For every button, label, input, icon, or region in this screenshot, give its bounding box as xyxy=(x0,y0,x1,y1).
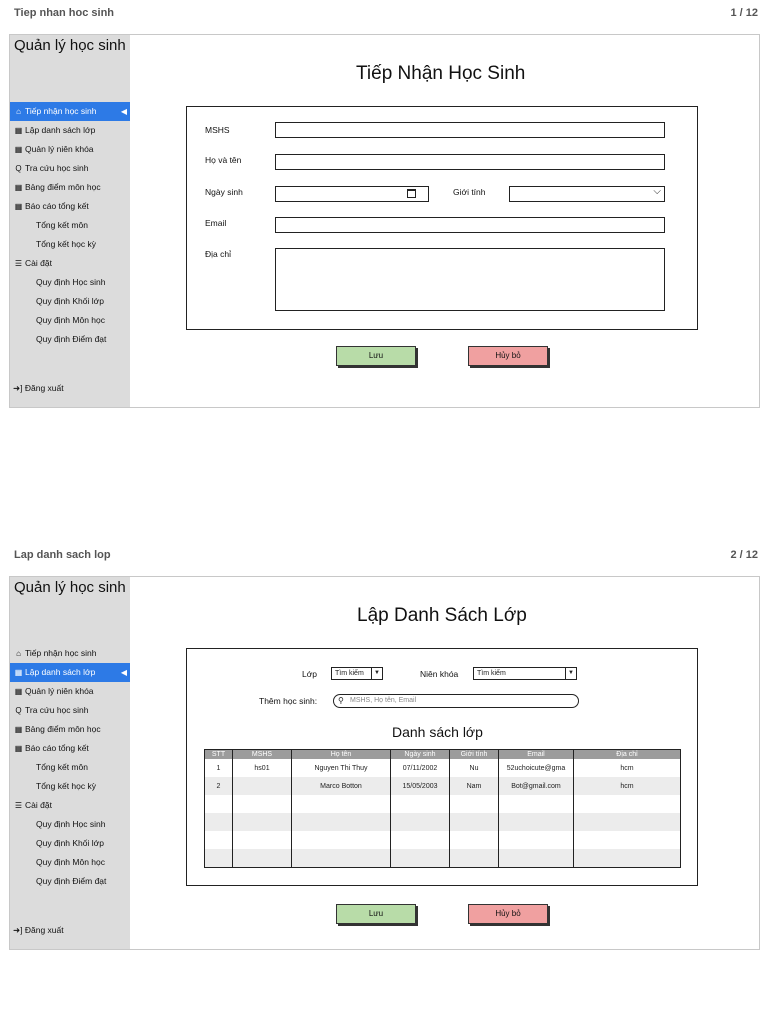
sidebar-item-label: Tra cứu học sinh xyxy=(25,705,89,715)
sidebar-item-label: Quy định Môn học xyxy=(36,315,105,325)
table-cell: Marco Botton xyxy=(292,777,391,795)
sidebar-menu xyxy=(10,644,130,891)
sidebar-item-label: Lập danh sách lớp xyxy=(25,667,96,677)
sidebar-item-label: Lập danh sách lớp xyxy=(25,125,96,135)
table-cell xyxy=(292,795,391,813)
table-cell: 2 xyxy=(205,777,233,795)
gender-select[interactable] xyxy=(509,186,665,202)
table-row[interactable] xyxy=(205,813,681,831)
table-cell: hs01 xyxy=(233,759,292,777)
year-select[interactable]: Tìm kiếm ▼ xyxy=(473,667,577,680)
sidebar-item[interactable] xyxy=(10,663,130,682)
calendar-icon[interactable] xyxy=(407,189,416,198)
graduation-cap-icon: ⌂ xyxy=(16,107,21,116)
table-cell xyxy=(499,849,574,868)
table-cell xyxy=(233,849,292,868)
sidebar-item-label: Báo cáo tổng kết xyxy=(25,743,89,753)
sidebar-item[interactable] xyxy=(10,777,130,796)
table-cell: 07/11/2002 xyxy=(391,759,450,777)
sliders-icon: ☰ xyxy=(14,259,23,268)
name-field[interactable] xyxy=(275,154,665,170)
app-title: Quản lý học sinh xyxy=(14,579,126,596)
sidebar-item-label: Quản lý niên khóa xyxy=(25,686,94,696)
column-header: STT xyxy=(205,750,233,760)
logout-link[interactable]: ➜] Đăng xuất xyxy=(13,383,64,393)
sidebar-item-label: Tổng kết môn xyxy=(36,762,88,772)
sidebar-item[interactable] xyxy=(10,235,130,254)
table-icon: ▦ xyxy=(14,183,23,192)
sidebar-item[interactable] xyxy=(10,102,130,121)
table-icon: ▦ xyxy=(14,744,23,753)
table-cell xyxy=(205,813,233,831)
column-header: Họ tên xyxy=(292,750,391,760)
table-cell xyxy=(391,795,450,813)
sidebar-item-label: Quản lý niên khóa xyxy=(25,144,94,154)
search-icon: ⚲ xyxy=(338,696,344,705)
table-cell xyxy=(292,849,391,868)
dropdown-arrow-icon: ▼ xyxy=(565,668,576,679)
table-row[interactable] xyxy=(205,777,681,795)
sidebar-item[interactable] xyxy=(10,739,130,758)
logout-link[interactable]: ➜] Đăng xuất xyxy=(13,925,64,935)
sidebar-item-label: Cài đặt xyxy=(25,800,52,810)
table-cell xyxy=(574,849,681,868)
class-table xyxy=(204,749,681,868)
sidebar-item[interactable] xyxy=(10,330,130,349)
sidebar-item-label: Bảng điểm môn học xyxy=(25,182,101,192)
sidebar-item-label: Quy định Khối lớp xyxy=(36,296,104,306)
table-cell xyxy=(450,813,499,831)
address-field[interactable] xyxy=(275,248,665,311)
search-icon: Q xyxy=(15,164,22,173)
sidebar-item-label: Tổng kết học kỳ xyxy=(36,239,97,249)
table-cell: Bot@gmail.com xyxy=(499,777,574,795)
sidebar xyxy=(10,35,130,407)
logout-icon: ➜] xyxy=(13,383,23,393)
table-cell xyxy=(499,813,574,831)
address-label: Địa chỉ xyxy=(205,249,231,259)
sidebar-item-label: Tổng kết môn xyxy=(36,220,88,230)
year-label: Niên khóa xyxy=(420,669,459,679)
logout-icon: ➜] xyxy=(13,925,23,935)
sidebar-item[interactable] xyxy=(10,254,130,273)
table-icon: ▦ xyxy=(14,687,23,696)
table-cell xyxy=(205,849,233,868)
table-cell xyxy=(574,795,681,813)
table-cell: hcm xyxy=(574,777,681,795)
class-list-panel xyxy=(186,648,698,886)
sidebar-item[interactable] xyxy=(10,872,130,891)
table-cell: Nam xyxy=(450,777,499,795)
sidebar-item[interactable] xyxy=(10,701,130,720)
class-label: Lớp xyxy=(302,669,318,679)
sidebar-item[interactable] xyxy=(10,644,130,663)
page-label: Tiep nhan hoc sinh xyxy=(14,7,115,19)
dob-label: Ngày sinh xyxy=(205,187,243,197)
table-cell xyxy=(205,795,233,813)
list-title: Danh sách lớp xyxy=(392,724,483,740)
app-title: Quản lý học sinh xyxy=(14,37,126,54)
student-form xyxy=(186,106,698,330)
table-icon: ▦ xyxy=(14,126,23,135)
sidebar-item[interactable] xyxy=(10,216,130,235)
table-cell xyxy=(574,813,681,831)
sidebar-item[interactable] xyxy=(10,720,130,739)
table-cell: Nguyen Thi Thuy xyxy=(292,759,391,777)
sidebar-item-label: Bảng điểm môn học xyxy=(25,724,101,734)
active-indicator-icon: ◀ xyxy=(120,668,127,677)
table-cell xyxy=(233,777,292,795)
sidebar-item[interactable] xyxy=(10,853,130,872)
gender-label: Giới tính xyxy=(453,187,486,197)
table-icon: ▦ xyxy=(14,725,23,734)
sidebar-item-label: Báo cáo tổng kết xyxy=(25,201,89,211)
page-number: 1 / 12 xyxy=(730,7,758,19)
chevron-down-icon: ⌵ xyxy=(653,186,661,197)
sidebar-item[interactable] xyxy=(10,311,130,330)
page-title: Tiếp Nhận Học Sinh xyxy=(356,63,526,84)
sidebar-item-label: Cài đặt xyxy=(25,258,52,268)
sliders-icon: ☰ xyxy=(14,801,23,810)
sidebar-item[interactable] xyxy=(10,815,130,834)
sidebar-item-label: Quy định Điểm đạt xyxy=(36,876,107,886)
dropdown-arrow-icon: ▼ xyxy=(371,668,382,679)
page-label: Lap danh sach lop xyxy=(14,549,111,561)
active-indicator-icon: ◀ xyxy=(120,107,127,116)
table-cell: Nu xyxy=(450,759,499,777)
dob-field[interactable] xyxy=(275,186,429,202)
table-row[interactable] xyxy=(205,831,681,849)
table-cell xyxy=(205,831,233,849)
sidebar-item-label: Tổng kết học kỳ xyxy=(36,781,97,791)
wireframe-lap-danh-sach xyxy=(9,576,760,950)
name-label: Họ và tên xyxy=(205,155,242,165)
sidebar-item-label: Quy định Môn học xyxy=(36,857,105,867)
email-field[interactable] xyxy=(275,217,665,233)
mshs-label: MSHS xyxy=(205,125,230,135)
sidebar xyxy=(10,577,130,949)
sidebar-item[interactable] xyxy=(10,197,130,216)
table-cell xyxy=(233,831,292,849)
table-cell xyxy=(233,795,292,813)
column-header: Email xyxy=(499,750,574,760)
table-icon: ▦ xyxy=(14,668,23,677)
table-cell xyxy=(450,831,499,849)
sidebar-item-label: Quy định Học sinh xyxy=(36,819,106,829)
column-header: Ngày sinh xyxy=(391,750,450,760)
table-cell xyxy=(499,795,574,813)
table-row[interactable] xyxy=(205,759,681,777)
table-cell xyxy=(391,831,450,849)
email-label: Email xyxy=(205,218,227,228)
page-title: Lập Danh Sách Lớp xyxy=(357,605,527,626)
sidebar-item[interactable] xyxy=(10,834,130,853)
graduation-cap-icon: ⌂ xyxy=(16,649,21,658)
table-cell xyxy=(292,831,391,849)
save-button[interactable]: Lưu xyxy=(336,904,416,924)
table-cell xyxy=(450,795,499,813)
table-cell xyxy=(499,831,574,849)
sidebar-item-label: Tiếp nhận học sinh xyxy=(25,648,97,658)
class-select[interactable]: Tìm kiếm ▼ xyxy=(331,667,383,680)
search-icon: Q xyxy=(15,706,22,715)
table-row[interactable] xyxy=(205,849,681,868)
sidebar-item[interactable] xyxy=(10,159,130,178)
sidebar-item[interactable] xyxy=(10,140,130,159)
mshs-field[interactable] xyxy=(275,122,665,138)
table-icon: ▦ xyxy=(14,202,23,211)
column-header: MSHS xyxy=(233,750,292,760)
table-cell xyxy=(391,813,450,831)
table-cell: 1 xyxy=(216,764,221,772)
wireframe-tiep-nhan xyxy=(9,34,760,408)
sidebar-item[interactable] xyxy=(10,121,130,140)
table-icon: ▦ xyxy=(14,145,23,154)
cancel-button[interactable]: Hủy bỏ xyxy=(468,346,548,366)
sidebar-item[interactable] xyxy=(10,758,130,777)
sidebar-item-label: Quy định Khối lớp xyxy=(36,838,104,848)
table-cell xyxy=(450,849,499,868)
column-header: Địa chỉ xyxy=(574,750,681,760)
sidebar-item-label: Quy định Học sinh xyxy=(36,277,106,287)
cancel-button[interactable]: Hủy bỏ xyxy=(468,904,548,924)
sidebar-item[interactable] xyxy=(10,292,130,311)
table-cell: hcm xyxy=(574,759,681,777)
table-row[interactable] xyxy=(205,795,681,813)
sidebar-item-label: Tra cứu học sinh xyxy=(25,163,89,173)
save-button[interactable]: Lưu xyxy=(336,346,416,366)
sidebar-item[interactable] xyxy=(10,682,130,701)
table-cell xyxy=(391,849,450,868)
page-number: 2 / 12 xyxy=(730,549,758,561)
sidebar-item[interactable] xyxy=(10,273,130,292)
sidebar-item[interactable] xyxy=(10,796,130,815)
column-header: Giới tính xyxy=(450,750,499,760)
add-student-search[interactable]: ⚲ MSHS, Họ tên, Email xyxy=(333,694,579,708)
add-student-label: Thêm học sinh: xyxy=(259,696,318,706)
table-cell xyxy=(574,831,681,849)
table-cell xyxy=(292,813,391,831)
table-cell: 52uchoicute@gma xyxy=(499,759,574,777)
table-cell xyxy=(233,813,292,831)
sidebar-menu xyxy=(10,102,130,349)
sidebar-item[interactable] xyxy=(10,178,130,197)
sidebar-item-label: Tiếp nhận học sinh xyxy=(25,106,97,116)
sidebar-item-label: Quy định Điểm đạt xyxy=(36,334,107,344)
table-cell: 15/05/2003 xyxy=(391,777,450,795)
